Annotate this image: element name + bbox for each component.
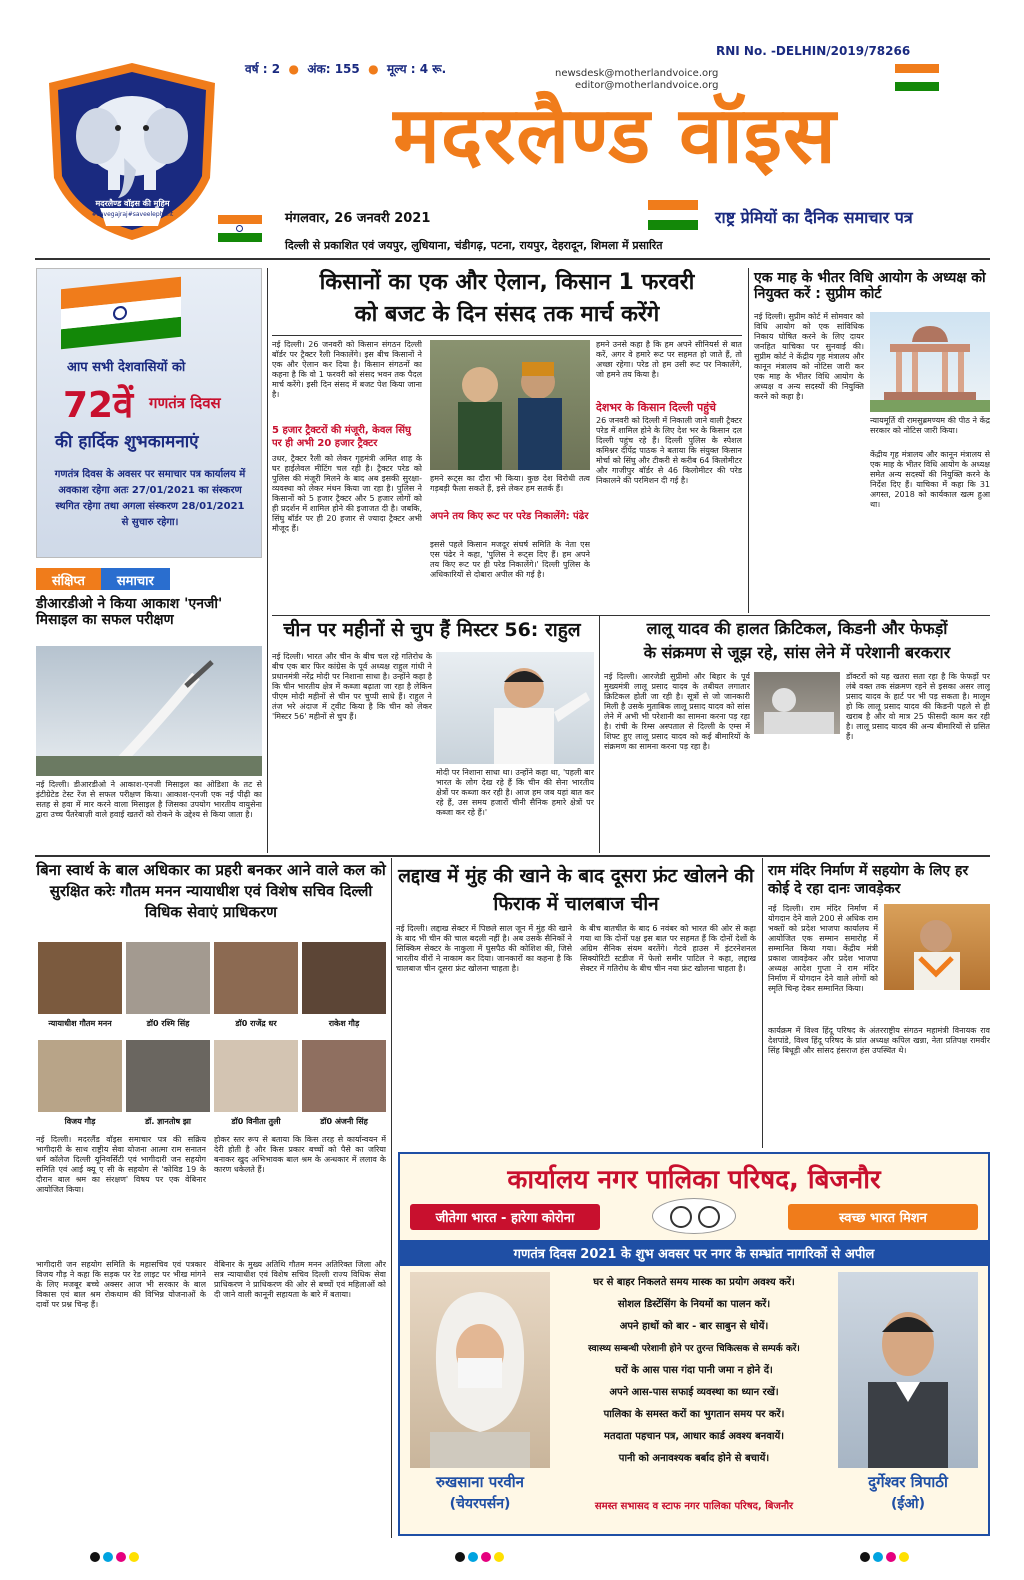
ladakh-headline: लद्दाख में मुंह की खाने के बाद दूसरा फ्रंट खोलने की फिराक में चालबाज चीन xyxy=(398,865,754,915)
email-newsdesk[interactable]: newsdesk@motherlandvoice.org xyxy=(555,68,719,79)
ladakh-body-2: के बीच बातचीत के बाद 6 नवंबर को भारत की ओर से कहा गया था कि दोनों पक्ष इस बात पर सहमत हैं कि दोनों देशों के अग्रिम सैनिक संयम बरतेंगे। गेटवे हाउस में इंटरनेशनल सिक्योरिटी स्टडीज में फेलो समीर पाटिल ने कहा, लद्दाख सेक्टर में गतिरोध के बीच चीन नया फ्रंट खोलना चाहता है। xyxy=(580,924,756,973)
appeal-line: अपने आस-पास सफाई व्यवस्था का ध्यान रखें। xyxy=(609,1387,779,1398)
lalu-headline-2: के संक्रमण से जूझ रहे, सांस लेने में परेशानी बरकरार xyxy=(643,643,951,662)
speaker-photo xyxy=(302,942,386,1014)
publication-date: मंगलवार, 26 जनवरी 2021 xyxy=(285,211,431,226)
speaker-caption: राकेश गौड़ xyxy=(328,1019,360,1028)
ad-notice: गणतंत्र दिवस के अवसर पर समाचार पत्र कार्यालय में अवकाश रहेगा अतः 27/01/2021 का संस्करण स्थगित रहेगा तथा अगला संस्करण 28/01/2021 से सुचारु रहेगा। xyxy=(54,469,246,528)
flag-icon xyxy=(648,200,698,230)
ad-line2: गणतंत्र दिवस xyxy=(149,394,221,412)
speaker-photo xyxy=(38,942,122,1014)
speaker-caption: डॉ0 विनीता तुली xyxy=(231,1117,281,1126)
ad-emblem xyxy=(652,1198,736,1234)
justice-body-3: होकर स्तर रूप से बताया कि किस तरह से कार्यान्वयन में देरी होती है और किस प्रकार बच्चों को पैसे का जरिया बनाकर खुद अभिभावक बाल श्रम के अन्धकार में ललाव के कारण धकेलते हैं। xyxy=(214,1135,386,1174)
chairperson-role: (चेयरपर्सन) xyxy=(449,1496,511,1512)
justice-body-4: वेबिनार के मुख्य अतिथि गौतम मनन अतिरिक्त जिला और सत्र न्यायाधीश एवं विशेष सचिव दिल्ली राज्य विधिक सेवा प्राधिकरण ने प्राधिकरण की ओर से बच्चों एवं महिलाओं को दी जाने वाली कानूनी सहायता के बारे में बताया। xyxy=(214,1260,386,1299)
editions-strip: दिल्ली से प्रकाशित एवं जयपुर, लुधियाना, चंडीगढ़, पटना, रायपुर, देहरादून, शिमला में प्रसारित xyxy=(285,239,663,252)
speaker-photo xyxy=(302,1040,386,1112)
speaker-photo xyxy=(214,1040,298,1112)
appeal-line: सोशल डिस्टेंसिंग के नियमों का पालन करें। xyxy=(617,1299,771,1310)
ram-headline: राम मंदिर निर्माण में सहयोग के लिए हर कोई दे रहा दानः जावड़ेकर xyxy=(768,863,969,897)
speaker-caption: न्यायाधीश गौतम मनन xyxy=(48,1019,112,1028)
lalu-headline-1: लालू यादव की हालत क्रिटिकल, किडनी और फेफड़ों xyxy=(646,619,948,638)
ladakh-body-1: नई दिल्ली। लद्दाख सेक्टर में पिछले साल जून में मुंह की खाने के बाद भी चीन की चाल बदली नहीं है। अब उसके सैनिकों ने सिक्किम सेक्टर के नाकुला में घुसपैठ की कोशिश की, जिसे भारतीय वीरों ने नाकाम कर दिया। जानकारों का कहना है कि चालबाज चीन दूसरा फ्रंट खोलना चाहता है। xyxy=(396,924,572,973)
brief-headline: डीआरडीओ ने किया आकाश 'एनजी' मिसाइल का सफल परीक्षण xyxy=(36,596,223,629)
appeal-line: घर से बाहर निकलते समय मास्क का प्रयोग अवश्य करें। xyxy=(593,1277,795,1288)
issue-number: अंक: 155 xyxy=(307,62,360,76)
farmers-photo xyxy=(430,340,590,470)
ad-footer: समस्त सभासद व स्टाफ नगर पालिका परिषद, बिजनौर xyxy=(594,1501,794,1512)
rahul-headline: चीन पर महीनों से चुप हैं मिस्टर 56: राहुल xyxy=(283,619,581,641)
lead-body-5: हमने उनसे कहा है कि हम अपने सीनियर्स से बात करें, अगर वे हमारे रूट पर सहमत हो जाते हैं, तो अच्छा रहेगा। परेड तो हम उसी रूट पर निकालेंगे, जो हमने तय किया है। xyxy=(596,340,742,379)
price: मूल्य : 4 रू. xyxy=(386,62,447,76)
ad-left-tag: जीतेगा भारत - हारेगा कोरोना xyxy=(410,1204,600,1230)
eo-photo xyxy=(838,1272,978,1468)
court-body-2: केंद्रीय गृह मंत्रालय और कानून मंत्रालय से एक माह के भीतर विधि आयोग के अध्यक्ष समेत अन्य सदस्यों की नियुक्ति करने के निर्देश दिए हैं। याचिका में कहा कि 31 अगस्त, 2018 को कार्यकाल खत्म हुआ था। xyxy=(870,450,990,509)
print-registration-marks xyxy=(860,1552,909,1562)
appeal-line: स्वास्थ्य सम्बन्धी परेशानी होने पर तुरन्त चिकित्सक से सम्पर्क करें। xyxy=(588,1344,800,1354)
eo-name: दुर्गेश्वर त्रिपाठी xyxy=(868,1473,948,1491)
masthead xyxy=(0,0,1024,260)
lead-subhead-1: 5 हजार ट्रैक्टरों की मंजूरी, केवल सिंघु पर ही अभी 20 हजार ट्रैक्टर xyxy=(272,425,411,449)
bijnor-ad xyxy=(398,1152,990,1536)
justice-body-2: भागीदारी जन सहयोग समिति के महासचिव एवं पत्रकार विजय गौड़ ने कहा कि सड़क पर रेड लाइट पर भीख मांगने के लिए मजबूर बच्चे अक्सर आज भी सरकार के बाल विकास एवं बाल श्रम रोकथाम की विभिन्न योजनाओं के दावों पर प्रश्न चिन्ह हैं। xyxy=(36,1260,206,1309)
ram-body-2: कार्यक्रम में विश्व हिंदू परिषद के अंतरराष्ट्रीय संगठन महामंत्री विनायक राव देशपांडे, विश्व हिंदू परिषद के प्रांत अध्यक्ष कपिल खन्ना, नेता प्रतिपक्ष रामवीर सिंह बिधूड़ी और सांसद हंसराज हंस उपस्थित थे। xyxy=(768,1026,990,1055)
republic-day-ad xyxy=(36,268,262,558)
ad-appeals xyxy=(558,1272,830,1486)
rahul-body-1: नई दिल्ली। भारत और चीन के बीच चल रहे गतिरोध के बीच एक बार फिर कांग्रेस के पूर्व अध्यक्ष राहुल गांधी ने प्रधानमंत्री नरेंद्र मोदी पर निशाना साधा है। उन्होंने कहा है कि चीन भारतीय क्षेत्र में कब्जा बढ़ाता जा रहा है लेकिन पीएम मोदी महीनों से चीन पर चुप्पी साधे हैं। राहुल ने तंज भरे अंदाज में ट्वीट किया है कि चीन को लेकर 'मिस्टर 56' महीनों से चुप हैं। xyxy=(272,652,432,721)
lead-body-1: नई दिल्ली। 26 जनवरी को किसान संगठन दिल्ली बॉर्डर पर ट्रैक्टर रैली निकालेंगे। इस बीच किसानों ने एक और ऐलान कर दिया है। किसान संगठनों का कहना है कि वो 1 फरवरी को संसद भवन तक पैदल मार्च करेंगे। इसी दिन संसद में बजट पेश किया जाना है। xyxy=(272,340,422,399)
appeal-line: पालिका के समस्त करों का भुगतान समय पर करें। xyxy=(603,1409,785,1420)
missile-photo xyxy=(36,646,262,776)
court-headline: एक माह के भीतर विधि आयोग के अध्यक्ष को नियुक्त करें : सुप्रीम कोर्ट xyxy=(754,270,986,303)
brief-label-2: समाचार xyxy=(101,568,170,590)
speaker-photo xyxy=(38,1040,122,1112)
lead-body-6: 26 जनवरी को दिल्ली में निकाली जाने वाली ट्रैक्टर परेड में शामिल होने के लिए देश भर के किसान दल दिल्ली पहुंच रहे हैं। दिल्ली पुलिस के स्पेशल कमिश्नर दीपेंद्र पाठक ने बताया कि संयुक्त किसान मोर्चा को सिंघु और टीकरी से करीब 64 किलोमीटर और गाजीपुर बॉर्डर से 46 किलोमीटर की परेड निकालने की परमिशन दी गई है। xyxy=(596,416,742,485)
speaker-photo xyxy=(214,942,298,1014)
chairperson-photo xyxy=(410,1272,550,1468)
ad-banner: गणतंत्र दिवस 2021 के शुभ अवसर पर नगर के सम्भ्रांत नागरिकों से अपील xyxy=(400,1240,988,1266)
court-caption: न्यायमूर्ति वी रामसुब्रमण्यम की पीठ ने केंद्र सरकार को नोटिस जारी किया। xyxy=(870,416,990,435)
flag-icon xyxy=(61,277,181,350)
rahul-photo xyxy=(436,652,594,764)
lead-headline-1: किसानों का एक और ऐलान, किसान 1 फरवरी xyxy=(319,270,695,295)
logo-caption: मदरलैण्ड वॉइस की मुहिम xyxy=(95,199,170,208)
newspaper-title: मदरलैण्ड वॉइस xyxy=(393,91,837,181)
lalu-photo xyxy=(754,672,840,734)
lead-body-3: हमने रूट्स का दौरा भी किया। कुछ देश विरोधी तत्व गड़बड़ी फैला सकते हैं, इसे लेकर हम सतर्क हैं। xyxy=(430,474,590,493)
ad-title: कार्यालय नगर पालिका परिषद, बिजनौर xyxy=(507,1165,881,1195)
print-registration-marks xyxy=(90,1552,139,1562)
flag-icon xyxy=(218,215,262,243)
ad-number: 72वें xyxy=(63,385,134,426)
ad-right-tag: स्वच्छ भारत मिशन xyxy=(788,1204,978,1230)
webinar-grid xyxy=(36,940,386,1130)
tagline: राष्ट्र प्रेमियों का दैनिक समाचार पत्र xyxy=(715,208,913,227)
court-body-1: नई दिल्ली। सुप्रीम कोर्ट में सोमवार को विधि आयोग को एक सांविधिक निकाय घोषित करने के लिए दायर जनहित याचिका पर सुनवाई की। सुप्रीम कोर्ट ने केंद्रीय गृह मंत्रालय और कानून मंत्रालय को नोटिस जारी कर एक माह के भीतर विधि आयोग के अध्यक्ष व अन्य सदस्यों की नियुक्ति करने को कहा है। xyxy=(754,312,864,401)
ram-body-1: नई दिल्ली। राम मंदिर निर्माण में योगदान देने वाले 200 से अधिक राम भक्तों को प्रदेश भाजपा कार्यालय में आयोजित एक सम्मान समारोह में सम्मानित किया गया। केंद्रीय मंत्री प्रकाश जावड़ेकर और प्रदेश भाजपा अध्यक्ष आदेश गुप्ता ने राम मंदिर निर्माण में योगदान देने वाले लोगों को स्मृति चिन्ह देकर सम्मानित किया। xyxy=(768,904,878,993)
lalu-body-2: डॉक्टरों को यह खतरा सता रहा है कि फेफड़ों पर लंबे वक्त तक संक्रमण रहने से इसका असर लालू प्रसाद यादव के हार्ट पर भी पड़ सकता है। मालूम हो कि लालू प्रसाद यादव की किडनी पहले से ही खराब है और वो मात्र 25 फीसदी काम कर रही है। लालू प्रसाद यादव की अन्य बीमारियों से ग्रसित हैं। xyxy=(846,672,990,741)
brief-label xyxy=(36,568,262,590)
appeal-line: मतदाता पहचान पत्र, आधार कार्ड अवश्य बनवायें। xyxy=(603,1431,785,1442)
lalu-body-1: नई दिल्ली। आरजेडी सुप्रीमो और बिहार के पूर्व मुख्यमंत्री लालू प्रसाद यादव के तबीयत लगातार क्रिटिकल होती जा रही है। सूत्रों से जो जानकारी मिली है उसके मुताबिक लालू प्रसाद यादव को सांस लेने में अभी भी परेशानी का सामना करना पड़ रहा है। रांची के रिम्स अस्पताल से दिल्ली के एम्स में शिफ्ट हुए लालू प्रसाद यादव को कई बीमारियों के संक्रमण का सामना करना पड़ रहा है। xyxy=(604,672,750,751)
speaker-caption: डॉ0 रश्मि सिंह xyxy=(146,1019,190,1028)
brief-label-1: संक्षिप्त xyxy=(36,568,101,590)
ad-line1: आप सभी देशवासियों को xyxy=(67,360,186,375)
supreme-court-photo xyxy=(870,312,990,412)
appeal-line: अपने हाथों को बार - बार साबुन से धोयें। xyxy=(619,1321,769,1332)
rahul-body-2: मोदी पर निशाना साधा था। उन्होंने कहा था, 'पहली बार भारत के लोग देख रहे हैं कि चीन की सेना भारतीय क्षेत्रों पर कब्जा कर रही है। आज हम जब यहां बात कर रहे हैं, उस समय हजारों चीनी सैनिक हमारे क्षेत्रों पर कब्जा कर रहे हैं।' xyxy=(436,768,594,817)
javadekar-photo xyxy=(884,904,990,990)
rni-number: RNI No. -DELHIN/2019/78266 xyxy=(716,44,911,58)
elephant-logo xyxy=(40,58,225,243)
volume: वर्ष : 2 xyxy=(245,62,281,76)
ad-line3: की हार्दिक शुभकामनाएं xyxy=(55,432,199,452)
lead-subhead-3: देशभर के किसान दिल्ली पहुंचे xyxy=(596,401,717,414)
lead-body-2: उधर, ट्रैक्टर रैली को लेकर गृहमंत्री अमित शाह के घर हाईलेवल मीटिंग चल रही है। ट्रैक्टर परेड को पुलिस की मंजूरी मिलने के बाद अब इसकी सुरक्षा-व्यवस्था को लेकर मंथन किया जा रहा है। पुलिस ने किसानों को 5 हजार ट्रैक्टर और 5 हजार लोगों को ही प्रदर्शन में शामिल होने की इजाजत दी है। जबकि, सिंघु बॉर्डर पर ही 20 हजार से ज्यादा ट्रैक्टर अभी मौजूद हैं। xyxy=(272,454,422,533)
appeal-line: घरों के आस पास गंदा पानी जमा न होने दें। xyxy=(615,1365,773,1376)
eo-role: (ईओ) xyxy=(891,1496,925,1512)
speaker-photo xyxy=(126,942,210,1014)
email-editor[interactable]: editor@motherlandvoice.org xyxy=(575,80,719,91)
speaker-caption: डॉ. ज्ञानतोष झा xyxy=(145,1117,191,1126)
print-registration-marks xyxy=(455,1552,504,1562)
lead-body-4: इससे पहले किसान मजदूर संघर्ष समिति के नेता एस एस पंढेर ने कहा, 'पुलिस ने रूट्स दिए हैं। हम अपने तय किए रूट पर ही परेड निकालेंगे।' दिल्ली पुलिस के अधिकारियों से दोबारा अपील की गई है। xyxy=(430,540,590,579)
justice-body-1: नई दिल्ली। मदरलैंड वॉइस समाचार पत्र की सक्रिय भागीदारी के साथ राष्ट्रीय सेवा योजना आत्मा राम सनातन धर्म कॉलेज दिल्ली यूनिवर्सिटी एवं भागीदारी जन सहयोग समिति एवं आई क्यू ए सी के सहयोग से 'कोविड 19 के दौरान बाल श्रम का संरक्षण' विषय पर एक वेबिनार आयोजित किया। xyxy=(36,1135,206,1194)
justice-headline: बिना स्वार्थ के बाल अधिकार का प्रहरी बनकर आने वाले कल को सुरक्षित करेः गौतम मनन न्यायाधीश एवं विशेष सचिव दिल्ली विधिक सेवाएं प्राधिकरण xyxy=(36,861,386,921)
brief-body: नई दिल्ली। डीआरडीओ ने आकाश-एनजी मिसाइल का ओडिशा के तट से इंटीग्रेटेड टेस्ट रेंज से सफल परीक्षण किया। आकाश-एनजी एक नई पीढ़ी का सतह से हवा में मार करने वाला मिसाइल है जिसका उपयोग भारतीय वायुसेना द्वारा उच्च पैंतरेबाज़ी वाले हवाई खतरों को रोकने के उद्देश्य से किया जाता है। xyxy=(36,780,262,819)
speaker-photo xyxy=(126,1040,210,1112)
lead-subhead-2: अपने तय किए रूट पर परेड निकालेंगे: पंढेर xyxy=(430,511,589,522)
lead-headline-2: को बजट के दिन संसद तक मार्च करेंगे xyxy=(354,302,660,327)
issue-info: वर्ष : 2 ● अंक: 155 ● मूल्य : 4 रू. xyxy=(245,62,447,76)
logo-hashtags: #savegajraj#saveelephant xyxy=(91,211,174,218)
speaker-caption: डॉ0 राजेंद्र धर xyxy=(235,1019,277,1028)
appeal-line: पानी को अनावश्यक बर्बाद होने से बचायें। xyxy=(618,1453,770,1464)
speaker-caption: डॉ0 अंजनी सिंह xyxy=(320,1117,368,1126)
chairperson-name: रुखसाना परवीन xyxy=(436,1473,524,1491)
speaker-caption: विजय गौड़ xyxy=(64,1117,96,1126)
